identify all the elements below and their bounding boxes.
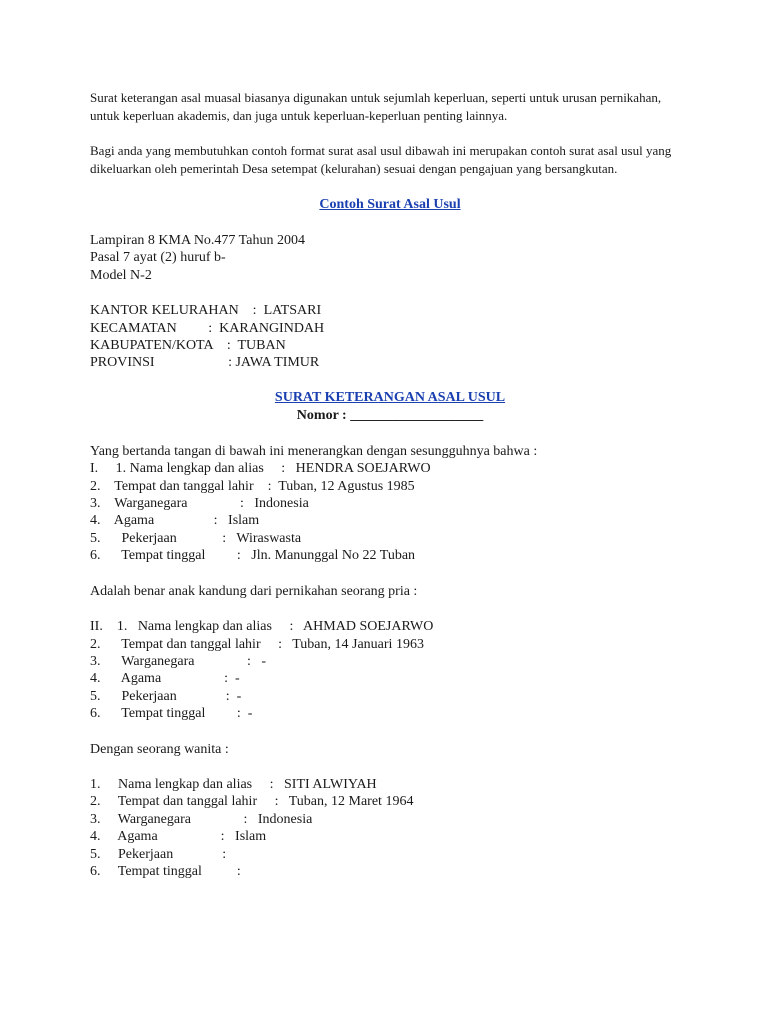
list-item: 4. Agama : - <box>90 671 240 687</box>
reference-line: Pasal 7 ayat (2) huruf b- <box>90 250 226 266</box>
list-item: 6. Tempat tinggal : - <box>90 706 253 722</box>
office-line-kelurahan: KANTOR KELURAHAN : LATSARI <box>90 303 322 319</box>
list-item: 5. Pekerjaan : Wiraswasta <box>90 530 302 546</box>
person-3-list <box>90 776 690 880</box>
list-item: II. 1. Nama lengkap dan alias : AHMAD SOEJARWO <box>90 619 434 635</box>
letter-number: Nomor : ___________________ <box>296 407 484 423</box>
list-item: 2. Tempat dan tanggal lahir : Tuban, 12 Agustus 1985 <box>90 478 415 494</box>
list-item: 3. Warganegara : Indonesia <box>90 811 313 827</box>
document-page <box>90 89 690 880</box>
office-block <box>90 302 690 372</box>
father-intro-text: Adalah benar anak kandung dari pernikahan seorang pria : <box>90 583 418 599</box>
intro-paragraph-1: Surat keterangan asal muasal biasanya digunakan untuk sejumlah keperluan, seperti untuk urusan pernikahan, untuk keperluan akademis, dan juga untuk keperluan-keperluan penting lainnya. <box>90 90 662 123</box>
list-item: 6. Tempat tinggal : <box>90 863 241 879</box>
list-item: 5. Pekerjaan : - <box>90 688 242 704</box>
list-item: 6. Tempat tinggal : Jln. Manunggal No 22 Tuban <box>90 548 416 564</box>
list-item: 3. Warganegara : - <box>90 653 267 669</box>
person-1-list <box>90 460 690 564</box>
example-title-link[interactable]: Contoh Surat Asal Usul <box>319 197 461 212</box>
list-item: 2. Tempat dan tanggal lahir : Tuban, 14 Januari 1963 <box>90 636 424 652</box>
office-line-kecamatan: KECAMATAN : KARANGINDAH <box>90 320 325 336</box>
reference-line: Lampiran 8 KMA No.477 Tahun 2004 <box>90 233 305 248</box>
office-line-kabupaten: KABUPATEN/KOTA : TUBAN <box>90 338 286 354</box>
reference-block <box>90 232 690 284</box>
reference-line: Model N-2 <box>90 267 152 283</box>
list-item: 3. Warganegara : Indonesia <box>90 496 309 512</box>
list-item: I. 1. Nama lengkap dan alias : HENDRA SOEJARWO <box>90 461 431 477</box>
list-item: 1. Nama lengkap dan alias : SITI ALWIYAH <box>90 776 377 792</box>
mother-intro-text: Dengan seorang wanita : <box>90 741 229 757</box>
list-item: 2. Tempat dan tanggal lahir : Tuban, 12 Maret 1964 <box>90 794 414 810</box>
letter-title-link[interactable]: SURAT KETERANGAN ASAL USUL <box>274 389 506 405</box>
office-line-provinsi: PROVINSI : JAWA TIMUR <box>90 355 320 371</box>
person-2-list <box>90 618 690 722</box>
intro-paragraph-2: Bagi anda yang membutuhkan contoh format surat asal usul dibawah ini merupakan contoh surat asal usul yang dikeluarkan oleh pemerintah Desa setempat (kelurahan) sesuai dengan pengajuan yang bersangkutan. <box>90 143 672 176</box>
list-item: 5. Pekerjaan : <box>90 846 227 862</box>
list-item: 4. Agama : Islam <box>90 513 260 529</box>
statement-text: Yang bertanda tangan di bawah ini menerangkan dengan sesungguhnya bahwa : <box>90 443 538 459</box>
list-item: 4. Agama : Islam <box>90 829 267 845</box>
